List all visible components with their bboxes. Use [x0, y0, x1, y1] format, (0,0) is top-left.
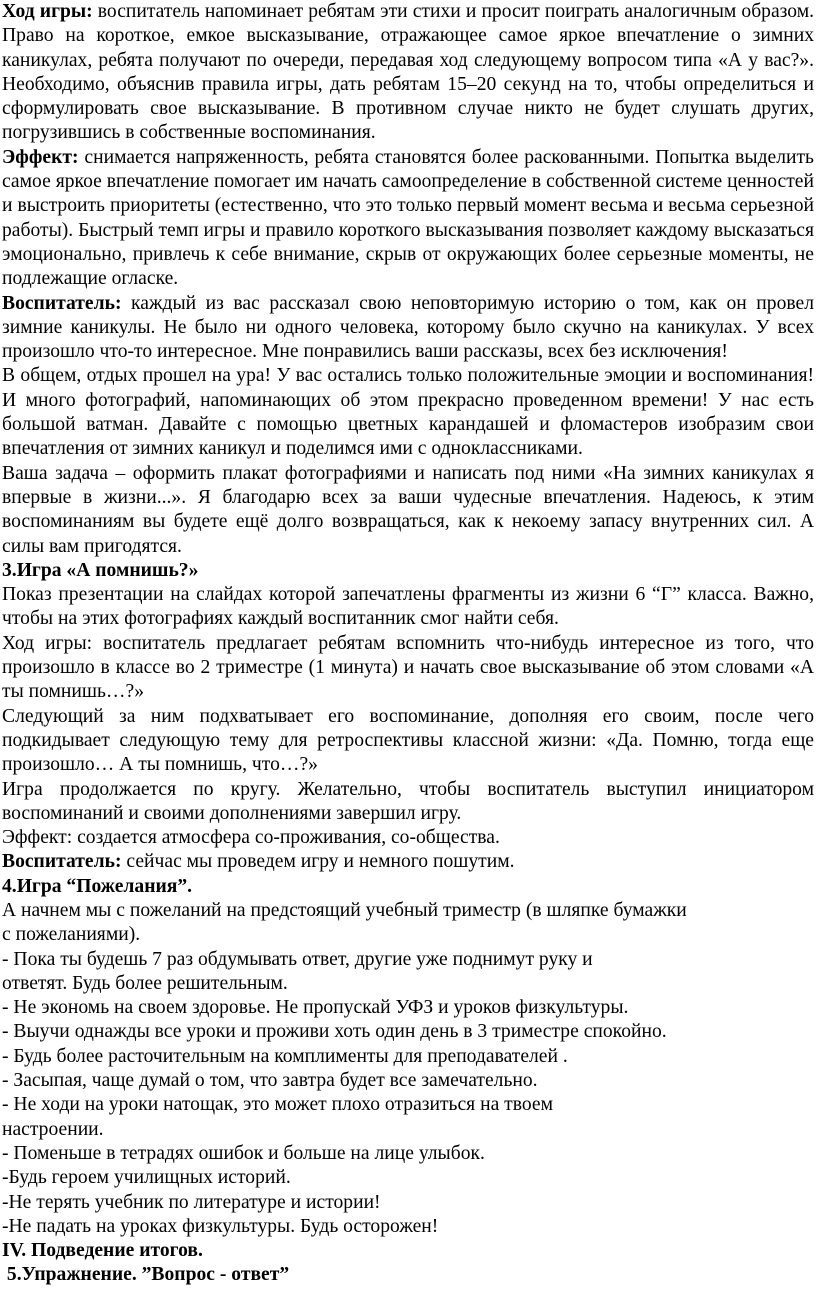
paragraph-effect-2: Эффект: создается атмосфера со-проживания, со-общества.: [2, 827, 500, 849]
paragraph-presentation: Показ презентации на слайдах которой запечатлены фрагменты из жизни 6 “Г” класса. Важно, чтобы на этих фотографиях каждый воспитанник смог найти себя.: [2, 584, 814, 630]
wish-line: настроении.: [2, 1118, 104, 1140]
wish-line: -Будь героем училищных историй.: [2, 1167, 291, 1189]
heading-exercise-5: [2, 1263, 814, 1287]
label-game-course: Ход игры:: [2, 1, 93, 22]
wish-line: - Будь более расточительным на комплименты для преподавателей .: [2, 1045, 568, 1067]
wish-line: - Засыпая, чаще думай о том, что завтра будет все замечательно.: [2, 1070, 538, 1092]
paragraph-next-player: Следующий за ним подхватывает его воспоминание, дополняя его своим, после чего подкидывает следующую тему для ретроспективы классной жизни: «Да. Помню, тогда еще произошло… А ты помнишь, что…?»: [2, 705, 814, 776]
paragraph-circle: Игра продолжается по кругу. Желательно, чтобы воспитатель выступил инициатором воспоминаний и своими дополнениями завершил игру.: [2, 778, 814, 824]
paragraph-task: Ваша задача – оформить плакат фотографиями и написать под ними «На зимних каникулах я впервые в жизни...». Я благодарю всех за ваши чудесные впечатления. Надеюсь, к этим воспоминаниям вы будете ещё долго возвращаться, как к некоему запасу внутренних сил. А силы вам пригодятся.: [2, 462, 814, 557]
text-effect: снимается напряженность, ребята становятся более раскованными. Попытка выделить самое яркое впечатление помогает им начать самоопределение в собственной системе ценностей и выстроить приоритеты (естественно, что это только первый момент весьма и весьма серьезной работы). Быстрый темп игры и правило короткого высказывания позволяет каждому высказаться эмоционально, привлечь к себе внимание, скрыв от окружающих более серьезные моменты, не подлежащие огласке.: [2, 146, 814, 290]
paragraph-effect: [2, 146, 814, 292]
wish-line: А начнем мы с пожеланий на предстоящий учебный триместр (в шляпке бумажки: [2, 899, 687, 921]
wish-line: -Не терять учебник по литературе и истории!: [2, 1191, 381, 1213]
heading-game-4: [2, 875, 814, 899]
wish-line: - Не экономь на своем здоровье. Не пропускай УФЗ и уроков физкультуры.: [2, 997, 629, 1019]
wish-line: -Не падать на уроках физкультуры. Будь осторожен!: [2, 1215, 439, 1237]
heading-summary-text: IV. Подведение итогов.: [2, 1240, 203, 1262]
paragraph-teacher-2: [2, 850, 814, 874]
wish-line: ответят. Будь более решительным.: [2, 972, 288, 994]
text-teacher-1: каждый из вас рассказал свою неповторимую историю о том, как он провел зимние каникулы. Не было ни одного человека, которому было скучно на каникулах. У всех произошло что-то интересное. Мне понравились ваши рассказы, всех без исключения!: [2, 292, 814, 363]
wish-line: - Поменьше в тетрадях ошибок и больше на лице улыбок.: [2, 1142, 485, 1164]
paragraph-rest: В общем, отдых прошел на ура! У вас остались только положительные эмоции и воспоминания! И много фотографий, напоминающих об этом прекрасно проведенном времени! У нас есть большой ватман. Давайте с помощью цветных карандашей и фломастеров изобразим свои впечатления от зимних каникул и поделимся ими с одноклассниками.: [2, 365, 814, 460]
heading-game-4-text: 4.Игра “Пожелания”.: [2, 875, 193, 897]
heading-summary: [2, 1239, 814, 1263]
paragraph-game-course: [2, 0, 814, 146]
text-teacher-2: сейчас мы проведем игру и немного пошутим.: [121, 851, 515, 873]
label-teacher-1: Воспитатель:: [2, 292, 122, 314]
heading-game-3-text: 3.Игра «А помнишь?»: [2, 559, 199, 581]
wish-line: с пожеланиями).: [2, 924, 141, 946]
paragraph-teacher-1: [2, 292, 814, 365]
wish-line: - Выучи однажды все уроки и проживи хоть один день в 3 триместре спокойно.: [2, 1021, 667, 1043]
wish-line: - Не ходи на уроки натощак, это может плохо отразиться на твоем: [2, 1094, 553, 1116]
label-teacher-2: Воспитатель:: [2, 851, 122, 873]
text-game-course: воспитатель напоминает ребятам эти стихи и просит поиграть аналогичным образом. Право на короткое, емкое высказывание, отражающее самое яркое впечатление о зимних каникулах, ребята получают по очереди, передавая ход следующему вопросом типа «А у вас?». Необходимо, объяснив правила игры, дать ребятам 15–20 секунд на то, чтобы определиться и сформулировать свое высказывание. В противном случае никто не будет слушать других, погрузившись в собственные воспоминания.: [2, 1, 815, 144]
heading-exercise-5-text: 5.Упражнение. ”Вопрос - ответ”: [2, 1264, 290, 1286]
paragraph-game-course-2: Ход игры: воспитатель предлагает ребятам вспомнить что-нибудь интересное из того, что произошло в классе во 2 триместре (1 минута) и начать свое высказывание об этом словами «А ты помнишь…?»: [2, 632, 814, 703]
heading-game-3: [2, 559, 814, 583]
wish-line: - Пока ты будешь 7 раз обдумывать ответ, другие уже поднимут руку и: [2, 948, 593, 970]
label-effect: Эффект:: [2, 146, 79, 168]
